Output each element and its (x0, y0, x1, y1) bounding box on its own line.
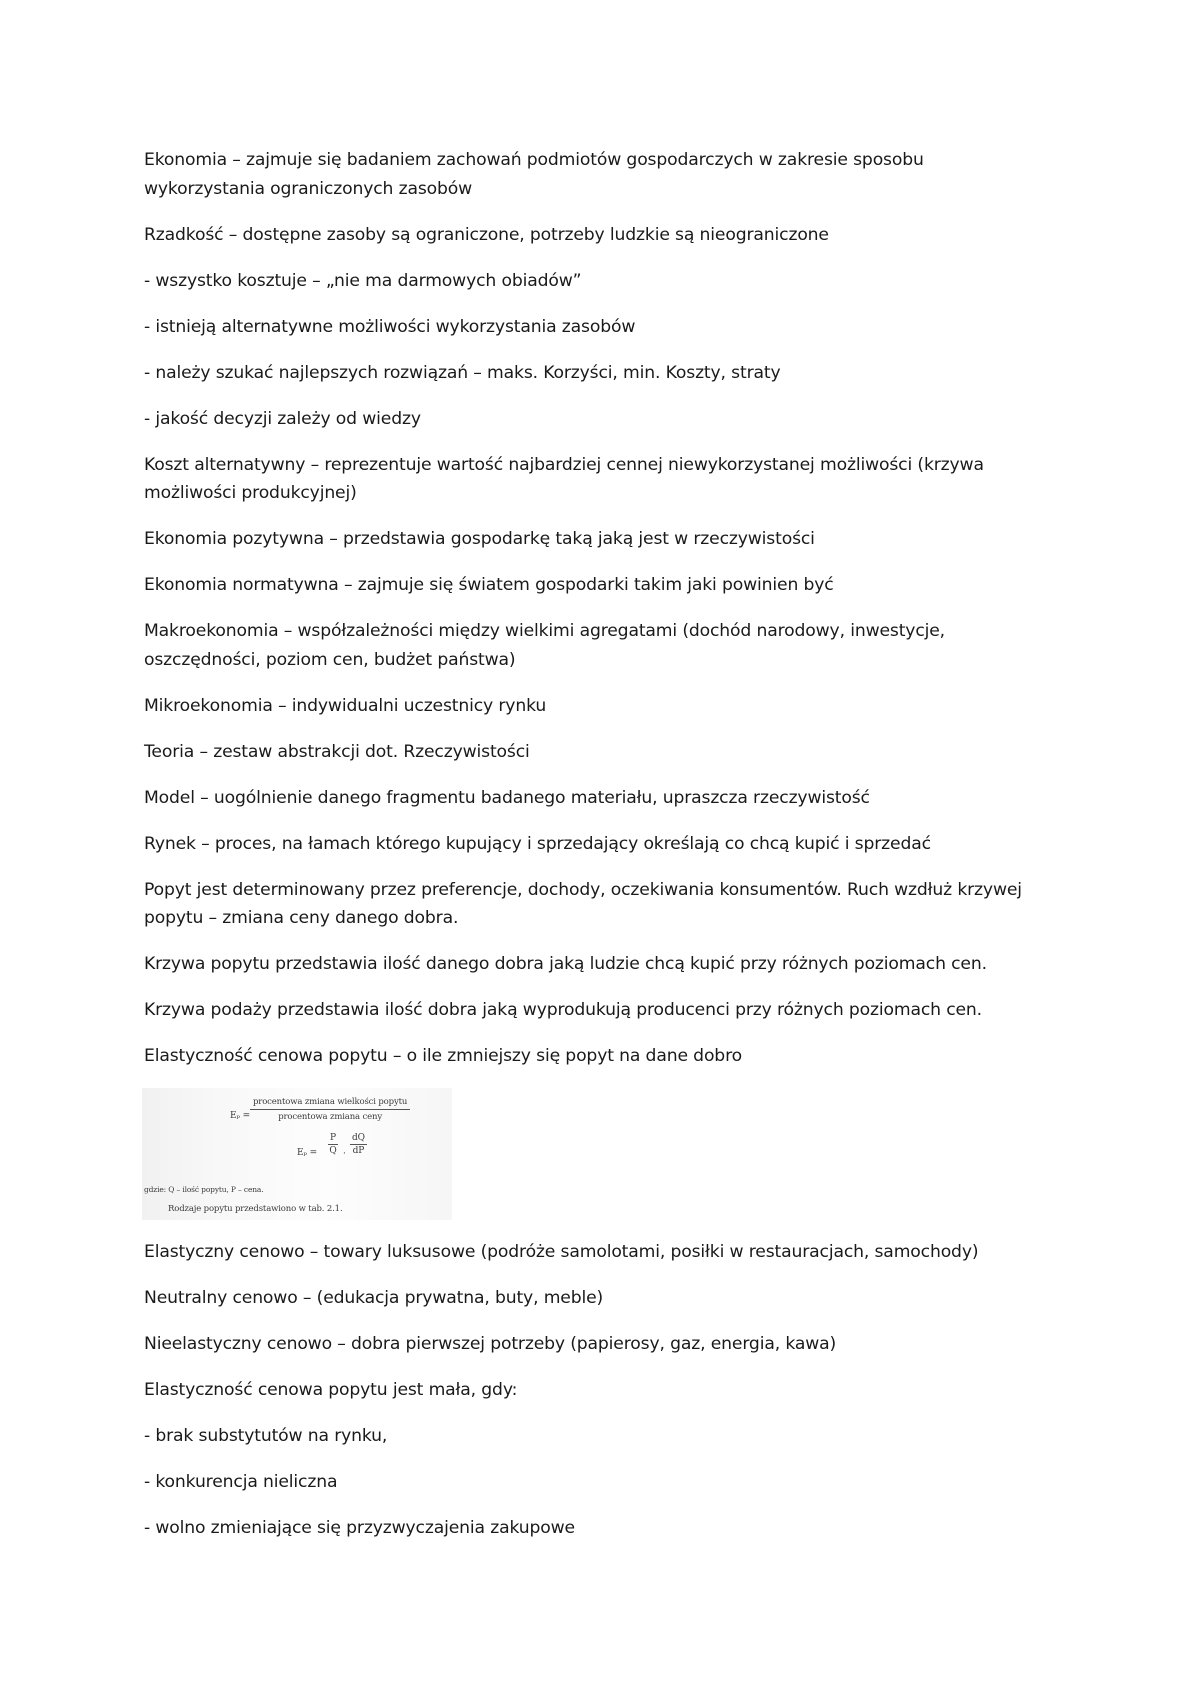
formula-dq: dQ (352, 1133, 365, 1143)
para-krzywa-popytu: Krzywa popytu przedstawia ilość danego dobra jaką ludzie chcą kupić przy różnych poziomach cen. (144, 954, 987, 974)
para-mikroekonomia: Mikroekonomia – indywidualni uczestnicy rynku (144, 695, 547, 716)
para-ekonomia: Ekonomia – zajmuje się badaniem zachowań podmiotów gospodarczych w zakresie sposobu wykorzystania ograniczonych zasobów (144, 150, 924, 199)
para-ekonomia-normatywna: Ekonomia normatywna – zajmuje się światem gospodarki takim jaki powinien być (144, 575, 834, 595)
formula-fraction-1 (250, 1096, 410, 1123)
bullet-jakosc-decyzji: - jakość decyzji zależy od wiedzy (144, 408, 421, 429)
para-rynek: Rynek – proces, na łamach którego kupujący i sprzedający określają co chcą kupić i sprzedać (144, 833, 931, 854)
formula-q: Q (329, 1146, 337, 1156)
formula-dot: · (343, 1149, 346, 1159)
formula-fraction-p-q (328, 1132, 338, 1157)
formula-numerator-1: procentowa zmiana wielkości popytu (250, 1096, 410, 1110)
formula-where-note: gdzie: Q – ilość popytu, P – cena. (144, 1185, 264, 1194)
formula-p: P (330, 1133, 336, 1143)
para-teoria: Teoria – zestaw abstrakcji dot. Rzeczywistości (144, 741, 530, 762)
bullet-alternatywne-mozliwosci: - istnieją alternatywne możliwości wykorzystania zasobów (144, 316, 636, 337)
para-koszt-alternatywny: Koszt alternatywny – reprezentuje wartość najbardziej cennej niewykorzystanej możliwości (krzywa możliwości produkcyjnej) (144, 454, 984, 503)
bullet-brak-substytutow: - brak substytutów na rynku, (144, 1426, 388, 1446)
para-krzywa-podazy: Krzywa podaży przedstawia ilość dobra jaką wyprodukują producenci przy różnych poziomach cen. (144, 1000, 982, 1020)
para-neutralny-cenowo: Neutralny cenowo – (edukacja prywatna, buty, meble) (144, 1288, 604, 1308)
bullet-wszystko-kosztuje: - wszystko kosztuje – „nie ma darmowych obiadów” (144, 270, 582, 291)
para-rzadkosc: Rzadkość – dostępne zasoby są ograniczone, potrzeby ludzkie są nieograniczone (144, 224, 829, 245)
formula-ep-label-1: Eₚ = (230, 1111, 250, 1121)
para-makroekonomia: Makroekonomia – współzależności między wielkimi agregatami (dochód narodowy, inwestycje, oszczędności, poziom cen, budżet państwa) (144, 621, 945, 670)
document-body (144, 146, 1044, 1560)
formula-dp: dP (352, 1146, 365, 1156)
formula-ep-label-2: Eₚ = (297, 1148, 317, 1158)
para-elastycznosc-cenowa: Elastyczność cenowa popytu – o ile zmniejszy się popyt na dane dobro (144, 1046, 742, 1066)
bullet-konkurencja-nieliczna: - konkurencja nieliczna (144, 1472, 338, 1492)
para-elastyczny-cenowo: Elastyczny cenowo – towary luksusowe (podróże samolotami, posiłki w restauracjach, samochody) (144, 1242, 979, 1262)
para-elastycznosc-mala: Elastyczność cenowa popytu jest mała, gdy: (144, 1380, 518, 1400)
para-ekonomia-pozytywna: Ekonomia pozytywna – przedstawia gospodarkę taką jaką jest w rzeczywistości (144, 529, 815, 549)
para-popyt: Popyt jest determinowany przez preferencje, dochody, oczekiwania konsumentów. Ruch wzdłuż krzywej popytu – zmiana ceny danego dobra. (144, 879, 1022, 928)
bullet-najlepsze-rozwiazania: - należy szukać najlepszych rozwiązań – maks. Korzyści, min. Koszty, straty (144, 362, 781, 383)
elasticity-formula-image (142, 1088, 452, 1220)
para-nieelastyczny-cenowo: Nieelastyczny cenowo – dobra pierwszej potrzeby (papierosy, gaz, energia, kawa) (144, 1334, 837, 1354)
formula-denominator-1: procentowa zmiana ceny (278, 1112, 382, 1122)
formula-table-note: Rodzaje popytu przedstawiono w tab. 2.1. (168, 1204, 343, 1214)
para-model: Model – uogólnienie danego fragmentu badanego materiału, upraszcza rzeczywistość (144, 787, 870, 808)
formula-fraction-dq-dp (350, 1132, 367, 1157)
bullet-przyzwyczajenia-zakupowe: - wolno zmieniające się przyzwyczajenia zakupowe (144, 1518, 575, 1538)
